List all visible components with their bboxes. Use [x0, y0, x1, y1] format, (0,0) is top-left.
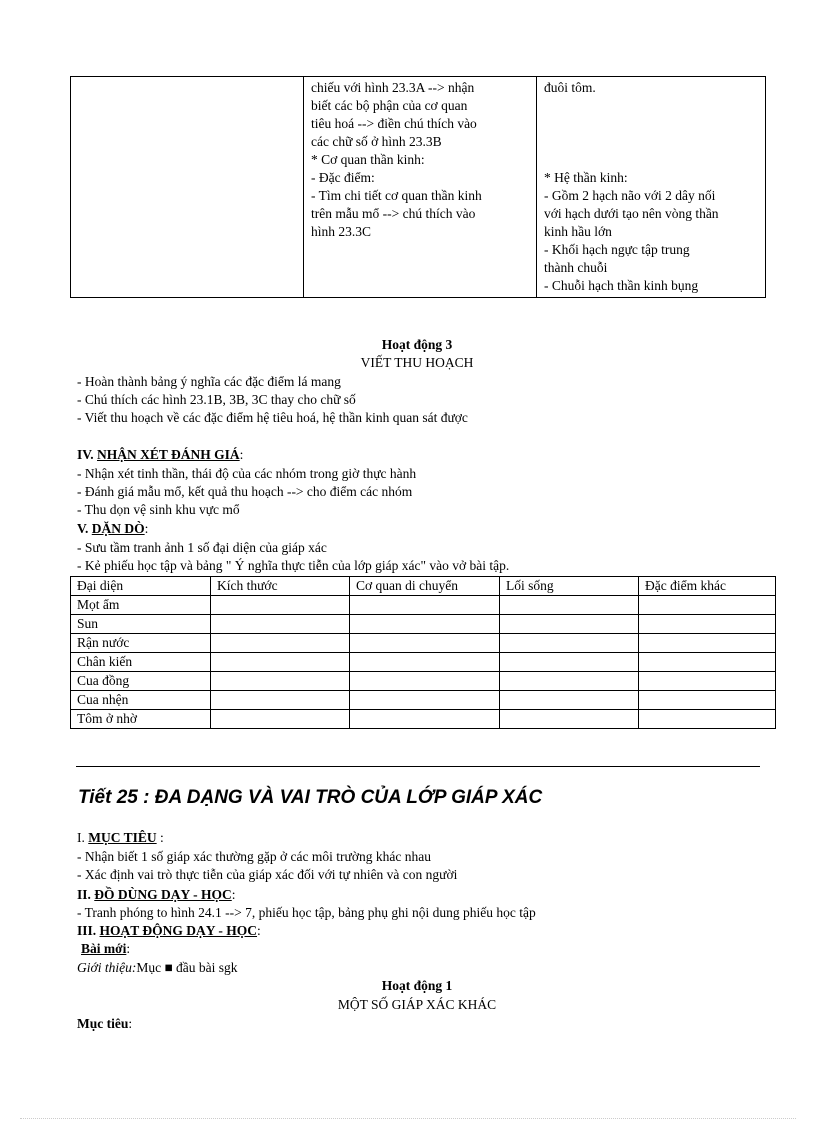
cell-line: - Tìm chi tiết cơ quan thần kinh: [311, 188, 482, 203]
empty-cell: [639, 596, 776, 615]
activity3-heading: Hoạt động 3: [381, 337, 453, 352]
activity1-heading: Hoạt động 1: [381, 978, 453, 993]
section-title: HOẠT ĐỘNG DẠY - HỌC: [99, 923, 258, 938]
section-colon: :: [239, 447, 244, 462]
empty-cell: [500, 615, 639, 634]
list-item: - Thu dọn vệ sinh khu vực mổ: [77, 502, 240, 517]
empty-cell: [500, 691, 639, 710]
empty-cell: [500, 672, 639, 691]
intro-text: Mục ■ đầu bài sgk: [136, 960, 238, 975]
section-colon: :: [156, 830, 164, 845]
empty-cell: [500, 653, 639, 672]
new-lesson-text: Bài mới: [81, 941, 127, 956]
section-title: ĐỒ DÙNG DẠY - HỌC: [94, 887, 232, 902]
blank-line: [544, 97, 758, 115]
list-item: - Đánh giá mẫu mổ, kết quả thu hoạch --> cho điểm các nhóm: [77, 484, 413, 499]
empty-cell: [211, 596, 350, 615]
page-edge: [20, 1118, 796, 1119]
cell-line: kinh hầu lớn: [544, 224, 612, 239]
activity3-subheading: VIẾT THU HOẠCH: [360, 355, 474, 370]
empty-cell: [211, 653, 350, 672]
table-row: [71, 77, 766, 298]
table-row: [71, 634, 776, 653]
row-label: Sun: [71, 615, 211, 634]
section-colon: :: [144, 521, 149, 536]
blank-line: [544, 115, 758, 133]
section-number: II.: [77, 887, 95, 902]
lesson25-s2-list: [77, 904, 536, 922]
cell-line: chiếu với hình 23.3A --> nhận: [311, 80, 475, 95]
table-row: [71, 596, 776, 615]
row-label: Tôm ở nhờ: [71, 710, 211, 729]
horizontal-divider: [76, 766, 760, 767]
empty-cell: [71, 77, 304, 298]
table-row: [71, 672, 776, 691]
list-item: - Chú thích các hình 23.1B, 3B, 3C thay cho chữ số: [77, 392, 356, 407]
row-label: Mọt ẩm: [71, 596, 211, 615]
empty-cell: [639, 615, 776, 634]
empty-cell: [350, 615, 500, 634]
section-number: III.: [77, 923, 100, 938]
list-item: - Nhận xét tinh thần, thái độ của các nhóm trong giờ thực hành: [77, 466, 417, 481]
blank-line: [544, 151, 758, 169]
table-header-row: [71, 577, 776, 596]
cell-line: - Gồm 2 hạch não với 2 dây nối: [544, 188, 716, 203]
cell-line: hình 23.3C: [311, 224, 372, 239]
cell-line: trên mẫu mổ --> chú thích vào: [311, 206, 476, 221]
lesson25-s3-heading: [77, 922, 261, 940]
list-item: - Viết thu hoạch về các đặc điểm hệ tiêu hoá, hệ thần kinh quan sát được: [77, 410, 468, 425]
goal-colon: :: [128, 1016, 133, 1031]
goal-label: Mục tiêu: [77, 1016, 129, 1031]
list-item: - Hoàn thành bảng ý nghĩa các đặc điểm lá mang: [77, 374, 341, 389]
teacher-activity-cell: [304, 77, 537, 298]
cell-line: đuôi tôm.: [544, 80, 596, 95]
table-row: [71, 691, 776, 710]
cell-line: - Khối hạch ngực tập trung: [544, 242, 690, 257]
empty-cell: [350, 634, 500, 653]
new-lesson-label: [81, 940, 130, 958]
empty-cell: [350, 691, 500, 710]
section-number: IV.: [77, 447, 98, 462]
table-row: [71, 710, 776, 729]
row-label: Chân kiến: [71, 653, 211, 672]
cell-line: * Cơ quan thần kinh:: [311, 152, 425, 167]
empty-cell: [211, 691, 350, 710]
table-row: [71, 653, 776, 672]
intro-line: [77, 959, 237, 977]
cell-line: với hạch dưới tạo nên vòng thần: [544, 206, 719, 221]
cell-line: * Hệ thần kinh:: [544, 170, 628, 185]
empty-cell: [500, 596, 639, 615]
column-header: Đặc điểm khác: [639, 577, 776, 596]
empty-cell: [639, 634, 776, 653]
cell-line: - Chuỗi hạch thần kinh bụng: [544, 278, 699, 293]
new-lesson-colon: :: [126, 941, 131, 956]
list-item: - Nhận biết 1 số giáp xác thường gặp ở các môi trường khác nhau: [77, 849, 431, 864]
lesson25-s1-list: [77, 848, 457, 884]
section-colon: :: [231, 887, 236, 902]
empty-cell: [350, 710, 500, 729]
lesson25-s2-heading: [77, 886, 236, 904]
empty-cell: [500, 710, 639, 729]
section-number: V.: [77, 521, 92, 536]
goal-line: [77, 1015, 132, 1033]
list-item: - Sưu tầm tranh ảnh 1 số đại diện của giáp xác: [77, 540, 327, 555]
cell-line: các chữ số ở hình 23.3B: [311, 134, 442, 149]
worksheet-table: [70, 576, 776, 729]
empty-cell: [211, 615, 350, 634]
empty-cell: [350, 672, 500, 691]
section4-list: [77, 465, 416, 519]
section-colon: :: [257, 923, 261, 938]
column-header: Cơ quan di chuyển: [350, 577, 500, 596]
empty-cell: [350, 653, 500, 672]
table-row: [71, 615, 776, 634]
empty-cell: [639, 653, 776, 672]
empty-cell: [500, 634, 639, 653]
empty-cell: [211, 710, 350, 729]
section5-list: [77, 539, 509, 575]
section-number: I.: [77, 830, 89, 845]
column-header: Lối sống: [500, 577, 639, 596]
content-cell: [537, 77, 766, 298]
empty-cell: [639, 672, 776, 691]
cell-line: - Đặc điểm:: [311, 170, 375, 185]
section-title: MỤC TIÊU: [88, 830, 157, 845]
column-header: Đại diện: [71, 577, 211, 596]
intro-label: Giới thiệu:: [77, 960, 137, 975]
row-label: Cua đồng: [71, 672, 211, 691]
empty-cell: [211, 672, 350, 691]
cell-line: tiêu hoá --> điền chú thích vào: [311, 116, 477, 131]
list-item: - Kẻ phiếu học tập và bảng " Ý nghĩa thực tiễn của lớp giáp xác" vào vở bài tập.: [77, 558, 510, 573]
cell-line: biết các bộ phận của cơ quan: [311, 98, 468, 113]
section-title: NHẬN XÉT ĐÁNH GIÁ: [97, 447, 240, 462]
activity1-subheading: MỘT SỐ GIÁP XÁC KHÁC: [337, 997, 497, 1012]
section4-heading: [77, 446, 243, 464]
activity3-list: [77, 373, 468, 427]
row-label: Rận nước: [71, 634, 211, 653]
column-header: Kích thước: [211, 577, 350, 596]
row-label: Cua nhện: [71, 691, 211, 710]
cell-line: thành chuỗi: [544, 260, 608, 275]
empty-cell: [639, 691, 776, 710]
empty-cell: [639, 710, 776, 729]
blank-line: [544, 133, 758, 151]
empty-cell: [211, 634, 350, 653]
section-title: DẶN DÒ: [91, 521, 145, 536]
top-table: [70, 76, 766, 298]
section5-heading: [77, 520, 148, 538]
list-item: - Xác định vai trò thực tiễn của giáp xác đối với tự nhiên và con người: [77, 867, 458, 882]
list-item: - Tranh phóng to hình 24.1 --> 7, phiếu học tập, bảng phụ ghi nội dung phiếu học tập: [77, 905, 536, 920]
lesson-title: Tiết 25 : ĐA DẠNG VÀ VAI TRÒ CỦA LỚP GIÁP XÁC: [78, 787, 543, 808]
empty-cell: [350, 596, 500, 615]
lesson25-s1-heading: [77, 829, 164, 847]
